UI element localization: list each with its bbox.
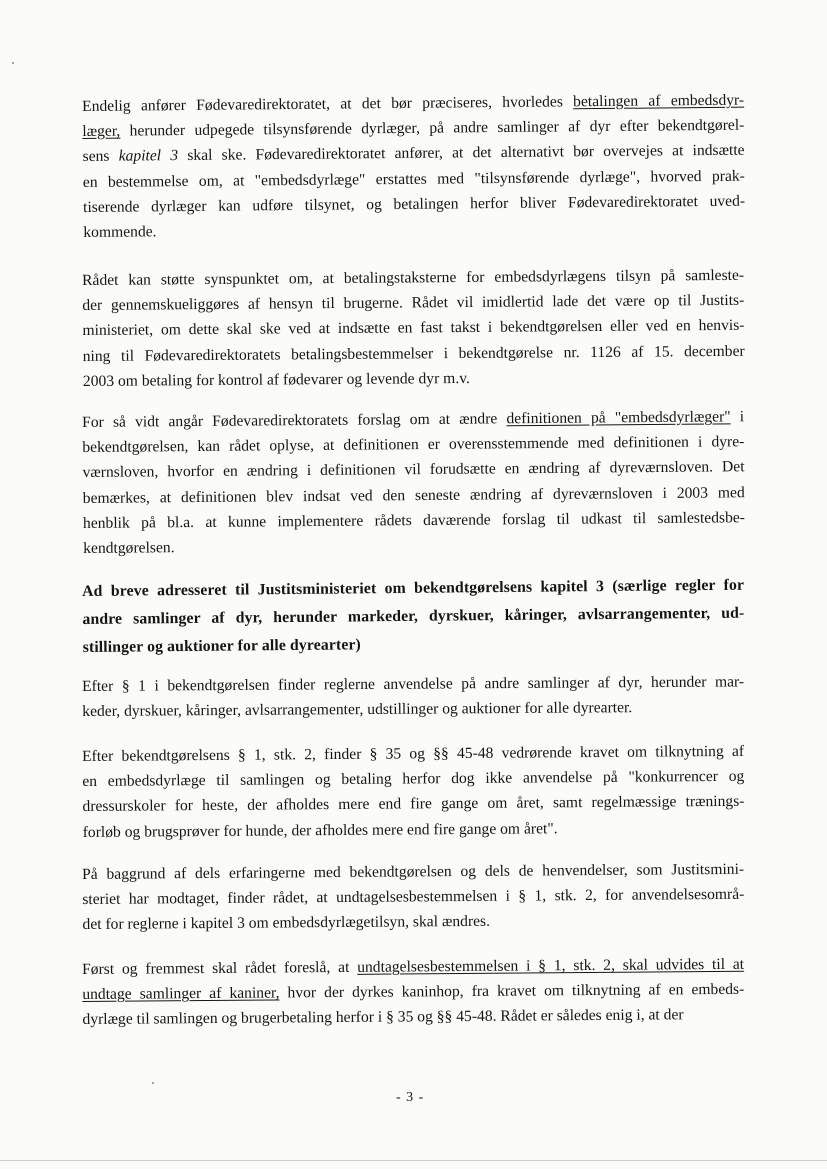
- text-run: hvor der dyrkes kaninhop, fra kravet om tilknytning af en embeds-: [279, 981, 745, 1002]
- text-run: steriet har modtaget, finder rådet, at undtagelsesbestemmelsen i § 1, stk. 2, for anvendelsesområ-: [82, 886, 745, 909]
- text-run: Rådet kan støtte synspunktet om, at betalingstaksterne for embedsdyrlægens tilsyn på samleste-: [82, 266, 745, 289]
- paragraph: [82, 739, 745, 845]
- text-line: [83, 814, 745, 844]
- text-run: en embedsdyrlæge til samlingen og betaling herfor dog ikke anvendelse på "konkurrencer og: [82, 768, 745, 791]
- text-line: [82, 789, 744, 819]
- text-run: sens: [82, 148, 119, 166]
- underlined-text: betalingen af embedsdyr-: [573, 91, 745, 111]
- text-run: skal ske. Fødevaredirektoratet anfører, at det alternativt bør overvejes at indsætte: [178, 142, 745, 165]
- text-run: 2003 om betaling for kontrol af fødevarer og levende dyr m.v.: [82, 369, 470, 390]
- text-line: [82, 1002, 744, 1032]
- text-run: På baggrund af dels erfaringerne med bekendtgørelsen og dels de henvendelser, som Justitsmini-: [82, 860, 745, 883]
- text-run: det for reglerne i kapitel 3 om embedsdyrlægetilsyn, skal ændres.: [82, 913, 491, 934]
- text-run: Endelig anfører Fødevaredirektoratet, at det bør præciseres, hvorledes: [82, 93, 574, 115]
- text-run: i: [730, 408, 745, 426]
- text-run: andre samlinger af dyr, herunder markeder, dyrskuer, kåringer, avlsarrangementer, ud-: [82, 604, 745, 628]
- scan-speck: [152, 1082, 154, 1084]
- text-run: bemærkes, at definitionen blev indsat ved den seneste ændring af dyreværnsloven i 2003 med: [82, 483, 745, 507]
- italic-text: kapitel 3: [118, 147, 179, 166]
- text-run: forløb og brugsprøver for hunde, der afholdes mere end fire gange om året".: [82, 819, 558, 841]
- text-run: herunder udpegede tilsynsførende dyrlæger, på andre samlinger af dyr efter bekendtgørel-: [120, 116, 745, 140]
- text-run: Ad breve adresseret til Justitsministeriet om bekendtgørelsens kapitel 3 (særlige regler for: [82, 576, 745, 600]
- text-run: tiserende dyrlæger kan udføre tilsynet, og betalingen herfor bliver Fødevaredirektoratet uved-: [83, 192, 746, 216]
- text-run: For så vidt angår Fødevaredirektoratets forslag om at ændre: [82, 410, 507, 431]
- text-line: [82, 669, 744, 699]
- scan-speck: [12, 62, 14, 64]
- underlined-text: undtagelsesbestemmelsen i § 1, stk. 2, skal udvides til at: [357, 955, 745, 976]
- page-number: - 3 -: [396, 1090, 425, 1105]
- text-run: Efter § 1 i bekendtgørelsen finder reglerne anvendelse på andre samlinger af dyr, herunder mar-: [82, 673, 745, 695]
- paragraph: [82, 263, 745, 394]
- text-line: [83, 628, 745, 662]
- text-run: ning til Fødevaredirektoratets betalingsbestemmelser i bekendtgørelse nr. 1126 af 15. december: [82, 342, 745, 365]
- underlined-text: undtage samlinger af kaniner,: [82, 984, 280, 1004]
- underlined-text: læger,: [82, 122, 121, 141]
- paragraph: [82, 952, 745, 1033]
- text-run: der gennemskueliggøres af hensyn til brugerne. Rådet vil imidlertid lade det være op til Justits-: [82, 292, 745, 315]
- text-run: henblik på bl.a. at kunne implementere rådets daværende forslag til udkast til samlestedsbe-: [82, 509, 746, 532]
- text-line: [82, 907, 744, 937]
- text-run: dressurskoler for heste, der afholdes mere end fire gange om året, samt regelmæssige trænings-: [82, 793, 745, 816]
- page-edge: [0, 1160, 827, 1161]
- text-run: kendtgørelsen.: [83, 539, 175, 558]
- text-line: [83, 364, 745, 394]
- paragraph: [82, 669, 744, 724]
- text-run: stillinger og auktioner for alle dyrearter): [82, 636, 361, 656]
- paragraph: [82, 857, 745, 938]
- text-run: bekendtgørelsen, kan rådet oplyse, at definitionen er overensstemmende med definitionen i dyre-: [82, 433, 745, 457]
- text-run: kommende.: [83, 223, 157, 242]
- text-run: ministeriet, om dette skal ske ved at indsætte en fast takst i bekendtgørelsen eller ved en henvis-: [82, 317, 745, 340]
- underlined-text: definitionen på "embedsdyrlæger": [506, 408, 731, 428]
- text-line: [83, 338, 745, 368]
- text-run: dyrlæge til samlingen og brugerbetaling herfor i § 35 og §§ 45-48. Rådet er således enig i, at der: [82, 1006, 684, 1029]
- paragraph: [82, 88, 745, 246]
- paragraph: [82, 404, 745, 561]
- section-heading: [82, 572, 745, 662]
- text-run: Først og fremmest skal rådet foreslå, at: [82, 958, 358, 978]
- text-line: [82, 695, 744, 725]
- text-run: Efter bekendtgørelsens § 1, stk. 2, finder § 35 og §§ 45-48 vedrørende kravet om tilknytning af: [82, 742, 745, 765]
- text-run: en bestemmelse om, at "embedsdyrlæge" erstattes med "tilsynsførende dyrlæge", hvorved prak-: [82, 167, 745, 191]
- text-run: keder, dyrskuer, kåringer, avlsarrangementer, udstillinger og auktioner for alle dyrearter.: [82, 699, 633, 721]
- text-run: værnsloven, hvorfor en ændring i definitionen vil forudsætte en ændring af dyreværnsloven. Det: [82, 458, 745, 482]
